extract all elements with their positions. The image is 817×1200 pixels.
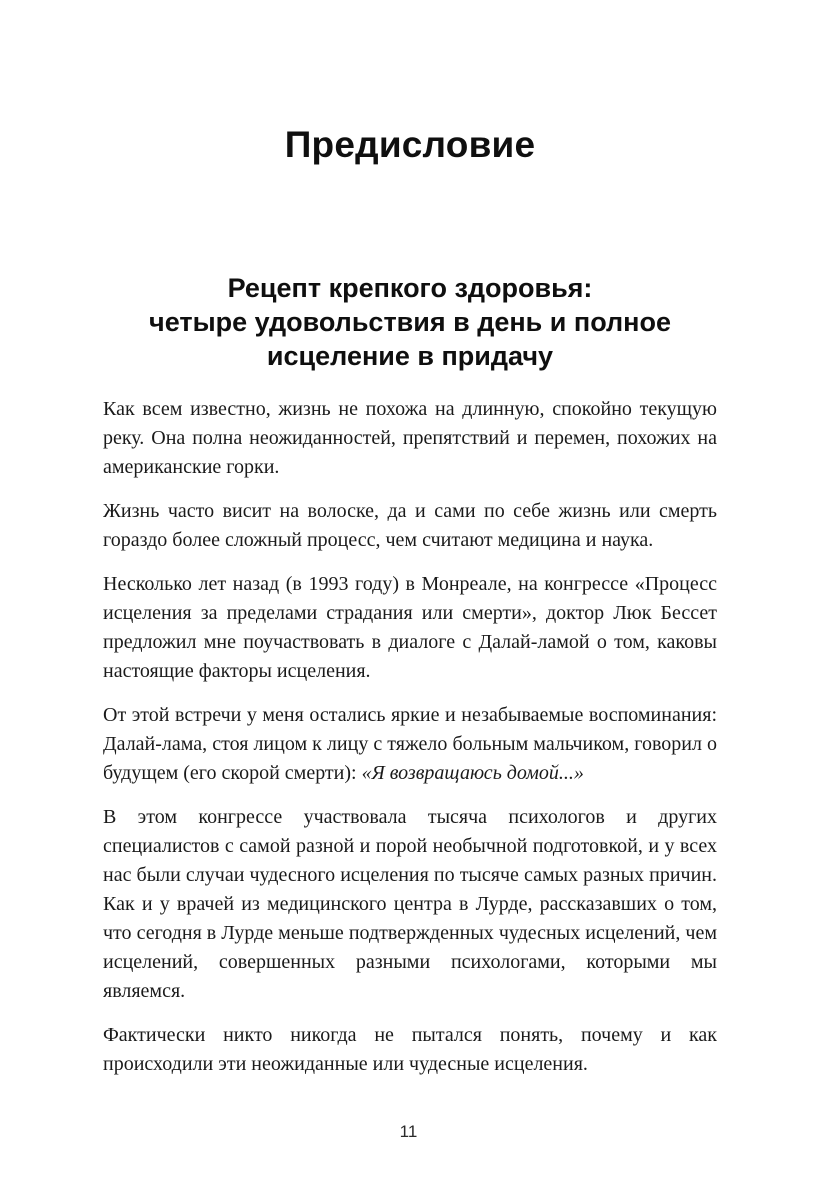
subtitle-line-1: Рецепт крепкого здоровья: (227, 273, 593, 303)
body-paragraph-4 (103, 701, 717, 788)
page-number: 11 (399, 1122, 418, 1141)
body-paragraph-5: В этом конгрессе участвовала тысяча психологов и других специалистов с самой разной и порой необычной подготовкой, и у всех нас были случаи чудесного исцеления по тысяче самых разных причин. Как и у врачей из медицинского центра в Лурде, рассказавших о том, что сегодня в Лурде меньше подтвержденных чудесных исцелений, чем исцелений, совершенных разными психологами, которыми мы являемся. (103, 806, 717, 1002)
body-paragraph-3: Несколько лет назад (в 1993 году) в Монреале, на конгрессе «Процесс исцеления за пределами страдания или смерти», доктор Люк Бессет предложил мне поучаствовать в диалоге с Далай-ламой о том, каковы настоящие факторы исцеления. (103, 573, 717, 682)
subtitle-line-3: исцеление в придачу (266, 341, 554, 371)
body-paragraph-2: Жизнь часто висит на волоске, да и сами по себе жизнь или смерть гораздо более сложный процесс, чем считают медицина и наука. (103, 500, 717, 551)
body-paragraph-4-quote: «Я возвращаюсь домой...» (361, 762, 584, 784)
section-subtitle (103, 271, 717, 373)
body-paragraph-6: Фактически никто никогда не пытался понять, почему и как происходили эти неожиданные или чудесные исцеления. (103, 1024, 717, 1075)
chapter-title: Предисловие (284, 124, 536, 165)
body-paragraph-4-normal: От этой встречи у меня остались яркие и незабываемые воспоминания: Далай-лама, стоя лицом к лицу с тяжело больным мальчиком, говорил о будущем (его скорой смерти): (103, 704, 717, 784)
body-text (103, 395, 717, 1079)
body-paragraph-1: Как всем известно, жизнь не похожа на длинную, спокойно текущую реку. Она полна неожиданностей, препятствий и перемен, похожих на американские горки. (103, 398, 717, 478)
subtitle-line-2: четыре удовольствия в день и полное (149, 307, 671, 337)
